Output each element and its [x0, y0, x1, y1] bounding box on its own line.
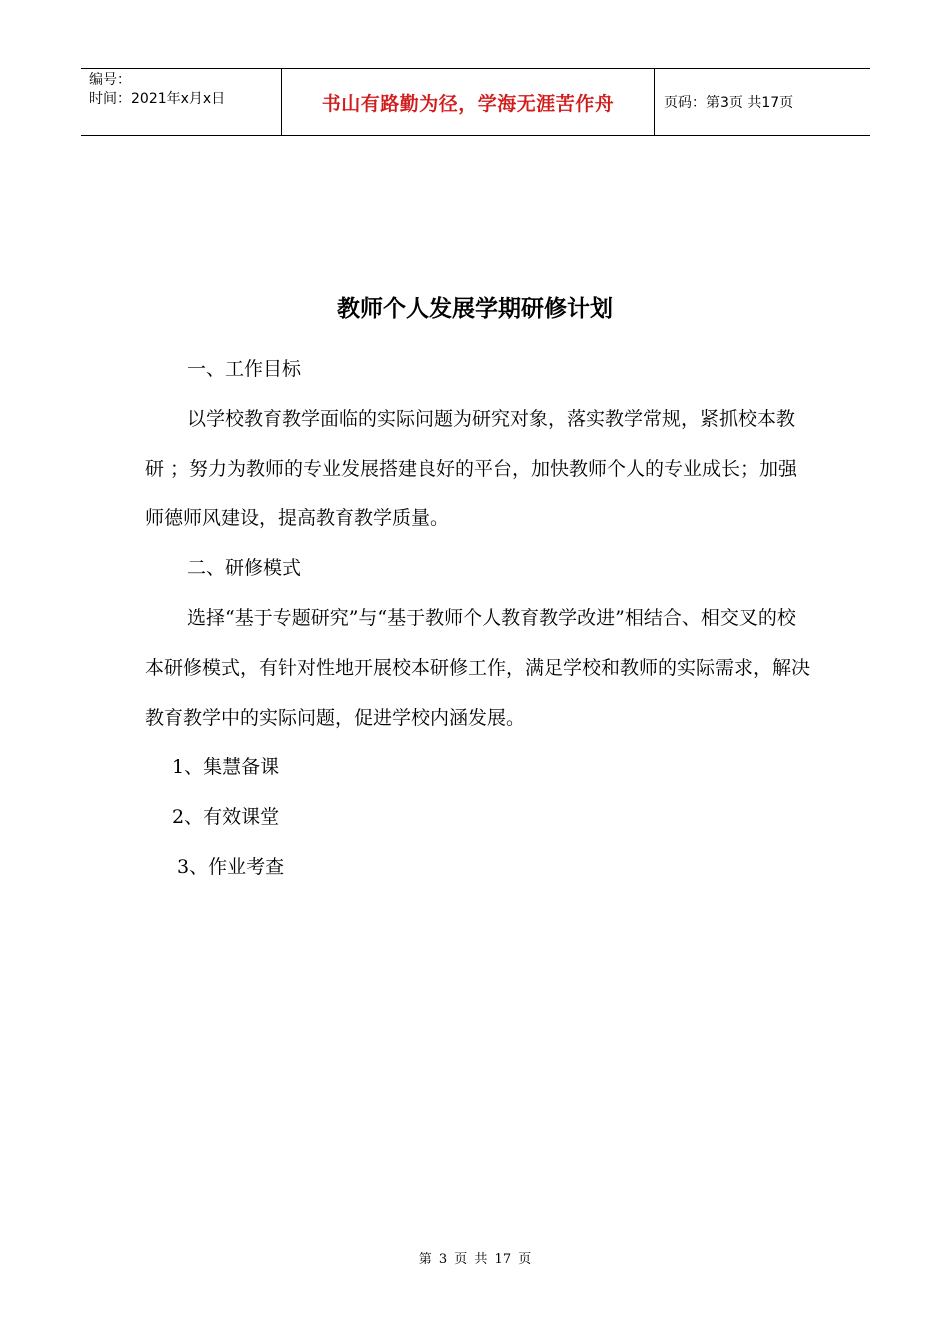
list-item: 3、作业考查 — [177, 855, 285, 878]
section2-paragraph: 选择“基于专题研究”与“基于教师个人教育教学改进”相结合、相交叉的校本研修模式，有针对性地开展校本研修工作，满足学校和教师的实际需求，解决教育教学中的实际问题，促进学校内涵发展。 — [145, 606, 811, 729]
header-meta — [81, 69, 281, 135]
page-header — [81, 68, 870, 136]
document-title: 教师个人发展学期研修计划 — [337, 296, 613, 322]
document-body — [145, 345, 810, 893]
section1-paragraph: 以学校教育教学面临的实际问题为研究对象，落实教学常规，紧抓校本教研 ；努力为教师的专业发展搭建良好的平台，加快教师个人的专业成长；加强师德师风建设，提高教育教学质量。 — [145, 407, 798, 530]
header-date-label: 时间：2021年x月x日 — [89, 91, 226, 107]
header-number-label: 编号： — [89, 72, 131, 88]
list-item: 1、集慧备课 — [172, 756, 280, 779]
section2-heading: 二、研修模式 — [187, 557, 302, 580]
header-motto: 书山有路勤为径，学海无涯苦作舟 — [281, 69, 655, 135]
list-item: 2、有效课堂 — [172, 806, 280, 829]
header-page-info: 页码：第3页 共17页 — [664, 95, 794, 111]
page-footer: 第 3 页 共 17 页 — [418, 1252, 532, 1267]
section1-heading: 一、工作目标 — [187, 358, 302, 380]
